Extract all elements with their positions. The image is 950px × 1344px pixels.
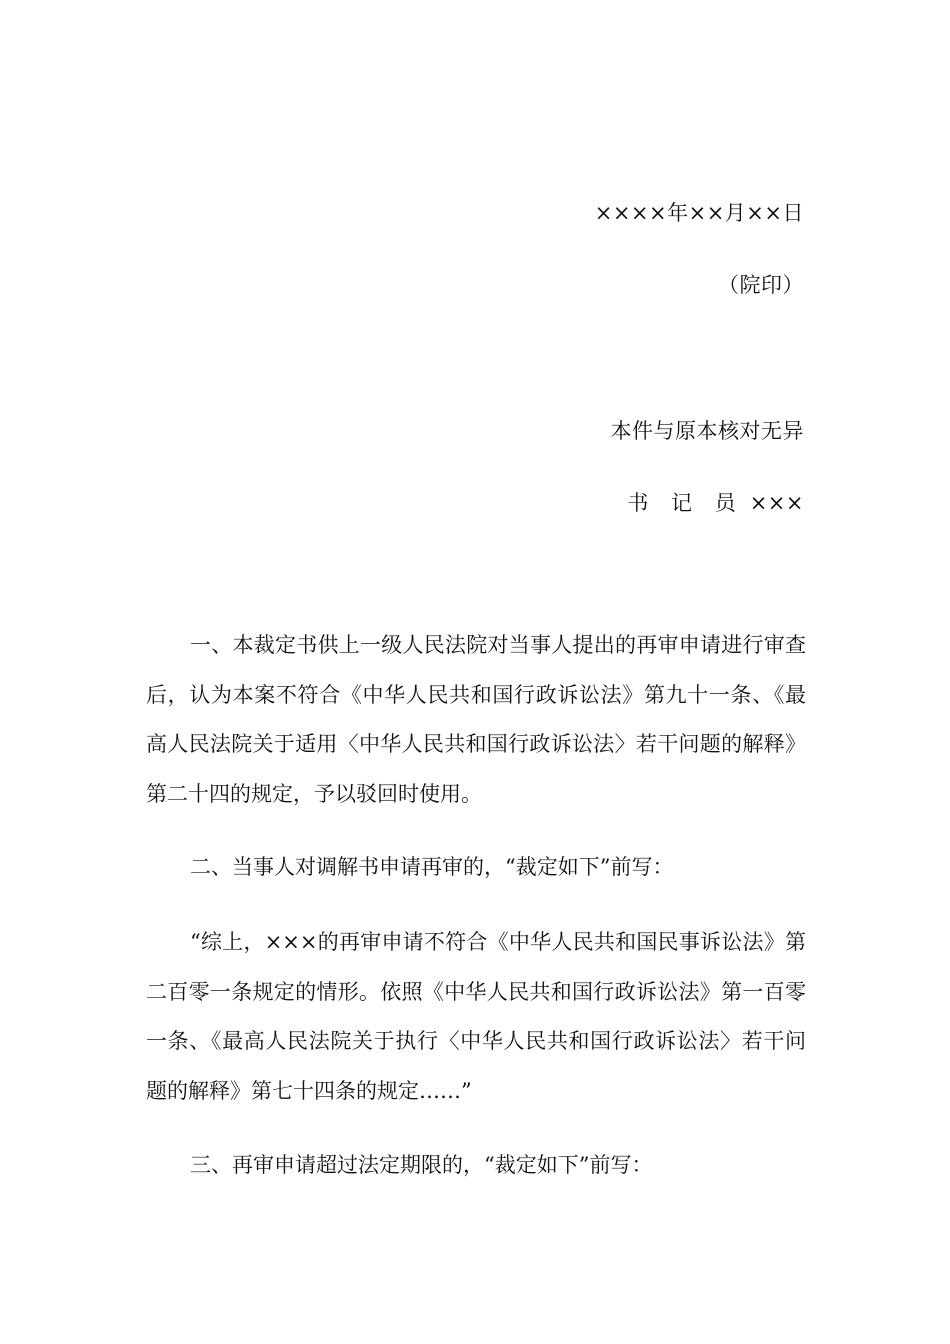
note-paragraph-2: 二、当事人对调解书申请再审的，“裁定如下”前写： (190, 855, 674, 879)
court-seal: （院印） (718, 273, 804, 297)
note-paragraph-4: 三、再审申请超过法定期限的，“裁定如下”前写： (190, 1153, 653, 1177)
certification-statement: 本件与原本核对无异 (610, 419, 804, 443)
clerk-name: ××× (749, 491, 804, 515)
signature-date: ××××年××月××日 (594, 201, 804, 225)
note-paragraph-1: 一、本裁定书供上一级人民法院对当事人提出的再审申请进行审查后，认为本案不符合《中华人民共和国行政诉讼法》第九十一条、《最高人民法院关于适用〈中华人民共和国行政诉讼法〉若干问题的解释》第二十四的规定，予以驳回时使用。 (146, 633, 806, 806)
clerk-signature (627, 488, 804, 518)
clerk-title: 书 记 员 (627, 491, 744, 515)
note-paragraph-3: “综上，×××的再审申请不符合《中华人民共和国民事诉讼法》第二百零一条规定的情形。依照《中华人民共和国行政诉讼法》第一百零一条、《最高人民法院关于执行〈中华人民共和国行政诉讼法〉若干问题的解释》第七十四条的规定……” (146, 930, 806, 1103)
